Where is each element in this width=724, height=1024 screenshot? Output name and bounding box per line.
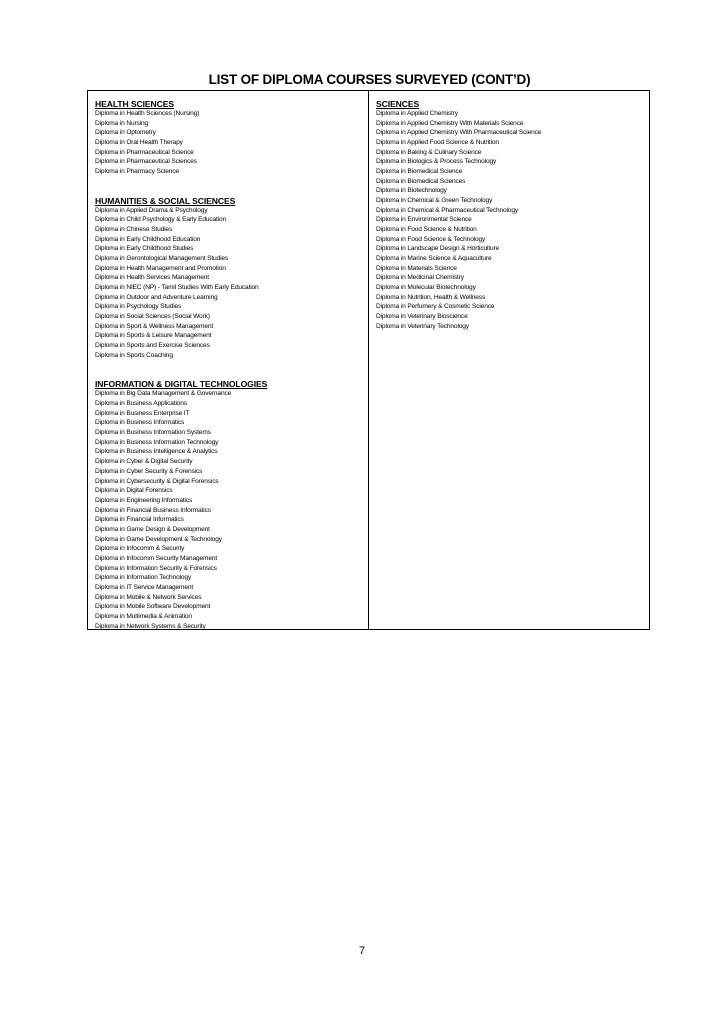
course-item: Diploma in Applied Chemistry <box>376 110 458 117</box>
course-item: Diploma in Information Security & Forensics <box>95 564 217 572</box>
course-item: Diploma in Digital Forensics <box>95 487 173 495</box>
section-information-digital-technologies <box>95 379 368 631</box>
course-item: Diploma in Outdoor and Adventure Learning <box>95 293 218 301</box>
course-item: Diploma in Food Science & Nutrition <box>376 226 477 234</box>
course-item: Diploma in Cybersecurity & Digital Forensics <box>95 477 219 485</box>
section-health-sciences <box>95 99 368 177</box>
course-item: Diploma in Business Intelligence & Analytics <box>95 448 218 456</box>
course-item: Diploma in Molecular Biotechnology <box>376 284 476 292</box>
course-item: Diploma in Child Psychology & Early Education <box>95 216 227 224</box>
course-item: Diploma in Social Sciences (Social Work) <box>95 313 210 321</box>
course-item: Diploma in Pharmaceutical Sciences <box>95 158 197 166</box>
section-heading: HEALTH SCIENCES <box>95 99 175 109</box>
course-item: Diploma in Chinese Studies <box>95 226 173 234</box>
course-item: Diploma in Sport & Wellness Management <box>95 322 214 330</box>
course-item: Diploma in Early Childhood Studies <box>95 245 194 253</box>
course-item: Diploma in Veterinary Technology <box>376 322 469 330</box>
course-item: Diploma in Game Design & Development <box>95 525 210 533</box>
course-item: Diploma in Medicinal Chemistry <box>376 274 464 282</box>
course-item: Diploma in Chemical & Pharmaceutical Technology <box>376 206 518 214</box>
course-item: Diploma in Cyber Security & Forensics <box>95 467 203 475</box>
course-item: Diploma in Applied Drama & Psychology <box>95 206 208 214</box>
course-item: Diploma in Nursing <box>95 119 149 127</box>
course-item: Diploma in Engineering Informatics <box>95 496 193 504</box>
courses-table <box>87 90 650 630</box>
course-item: Diploma in Applied Chemistry With Pharmaceutical Science <box>376 129 542 137</box>
course-item: Diploma in Biomedical Sciences <box>376 177 466 185</box>
course-item: Diploma in Marine Science & Aquaculture <box>376 255 492 263</box>
course-item: Diploma in Business Information Systems <box>95 429 211 437</box>
course-item: Diploma in Psychology Studies <box>95 303 182 311</box>
course-item: Diploma in Multimedia & Animation <box>95 612 192 620</box>
course-item: Diploma in Health Sciences (Nursing) <box>95 110 200 117</box>
course-item: Diploma in Financial Informatics <box>95 516 184 524</box>
course-item: Diploma in Business Informatics <box>95 419 185 427</box>
section-heading: SCIENCES <box>376 99 420 109</box>
course-item: Diploma in Pharmaceutical Science <box>95 148 194 156</box>
course-item: Diploma in Sports & Leisure Management <box>95 332 212 340</box>
course-item: Diploma in Game Development & Technology <box>95 535 222 543</box>
course-item: Diploma in Health Services Management <box>95 274 209 282</box>
course-item: Diploma in Information Technology <box>95 574 192 582</box>
course-item: Diploma in Business Applications <box>95 400 187 408</box>
course-item: Diploma in Mobile Software Development <box>95 603 211 611</box>
course-item: Diploma in Biologics & Process Technology <box>376 158 497 166</box>
course-item: Diploma in Cyber & Digital Security <box>95 458 193 466</box>
course-item: Diploma in Food Science & Technology <box>376 235 486 243</box>
course-item: Diploma in Financial Business Informatics <box>95 506 211 514</box>
course-item: Diploma in Business Information Technology <box>95 438 219 446</box>
section-heading: INFORMATION & DIGITAL TECHNOLOGIES <box>95 379 268 390</box>
course-item: Diploma in Big Data Management & Governance <box>95 390 232 398</box>
course-item: Diploma in Sports Coaching <box>95 351 173 359</box>
course-item: Diploma in Landscape Design & Horticulture <box>376 245 500 253</box>
course-item: Diploma in IT Service Management <box>95 583 194 591</box>
course-item: Diploma in Early Childhood Education <box>95 235 201 243</box>
course-item: Diploma in Health Management and Promotion <box>95 264 226 272</box>
course-item: Diploma in Sports and Exercise Sciences <box>95 342 210 350</box>
course-item: Diploma in Applied Food Science & Nutrition <box>376 139 499 147</box>
course-item: Diploma in Infocomm & Security <box>95 545 185 553</box>
course-item: Diploma in Oral Health Therapy <box>95 139 183 147</box>
course-item: Diploma in NIEC (NP) - Tamil Studies With Early Education <box>95 284 259 292</box>
course-item: Diploma in Gerontological Management Studies <box>95 255 229 263</box>
course-item: Diploma in Materials Science <box>376 264 457 272</box>
page-title: LIST OF DIPLOMA COURSES SURVEYED (CONT’D) <box>208 72 531 87</box>
right-column <box>369 91 649 629</box>
course-item: Diploma in Optometry <box>95 129 156 137</box>
course-item: Diploma in Perfumery & Cosmetic Science <box>376 303 495 311</box>
course-item: Diploma in Network Systems & Security <box>95 622 206 630</box>
course-item: Diploma in Chemical & Green Technology <box>376 197 493 205</box>
course-item: Diploma in Applied Chemistry With Materials Science <box>376 119 524 127</box>
course-item: Diploma in Veterinary Bioscience <box>376 313 468 321</box>
course-item: Diploma in Biotechnology <box>376 187 447 195</box>
course-item: Diploma in Pharmacy Science <box>95 168 179 176</box>
course-item: Diploma in Infocomm Security Management <box>95 554 218 562</box>
page-number: 7 <box>358 945 366 957</box>
section-sciences <box>376 99 649 331</box>
course-item: Diploma in Biomedical Science <box>376 168 463 176</box>
left-column <box>88 91 369 629</box>
course-item: Diploma in Nutrition, Health & Wellness <box>376 293 486 301</box>
course-item: Diploma in Environmental Science <box>376 216 472 224</box>
course-item: Diploma in Mobile & Network Services <box>95 593 202 601</box>
course-item: Diploma in Baking & Culinary Science <box>376 148 482 156</box>
section-humanities-social-sciences <box>95 196 368 361</box>
course-item: Diploma in Business Enterprise IT <box>95 409 190 417</box>
section-heading: HUMANITIES & SOCIAL SCIENCES <box>95 195 236 206</box>
